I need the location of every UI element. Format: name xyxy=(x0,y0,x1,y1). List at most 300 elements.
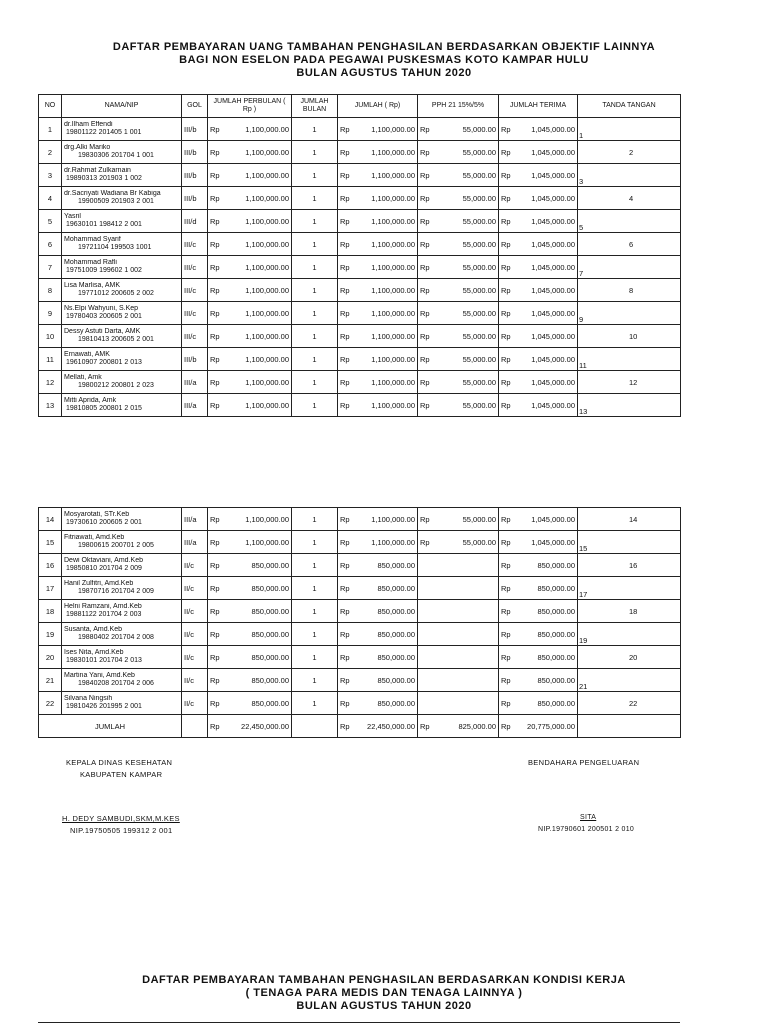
row-gol: III/c xyxy=(182,256,208,279)
row-gol: III/d xyxy=(182,210,208,233)
row-jumlah: 1,100,000.00 xyxy=(371,331,415,341)
row-jumlah: 1,100,000.00 xyxy=(371,147,415,157)
employee-nip: 19810426 201995 2 001 xyxy=(66,703,142,710)
employee-name: dr.Ilham Effendi xyxy=(64,121,113,128)
row-terima: 850,000.00 xyxy=(537,606,575,616)
signature-number: 18 xyxy=(629,607,638,616)
left-signatory-title-2: KABUPATEN KAMPAR xyxy=(80,770,163,779)
header-nama: NAMA/NIP xyxy=(62,95,182,118)
currency: Rp xyxy=(501,514,511,524)
row-jumlah: 1,100,000.00 xyxy=(371,262,415,272)
title-line-1: DAFTAR PEMBAYARAN UANG TAMBAHAN PENGHASILAN BERDASARKAN OBJEKTIF LAINNYA xyxy=(112,41,656,53)
table-row xyxy=(39,348,681,371)
employee-nip: 19850810 201704 2 009 xyxy=(66,565,142,572)
currency: Rp xyxy=(501,400,511,410)
table-row xyxy=(39,371,681,394)
row-gol: III/c xyxy=(182,302,208,325)
currency: Rp xyxy=(420,147,430,157)
header-terima: JUMLAH TERIMA xyxy=(499,95,578,118)
employee-nip: 19900509 201903 2 001 xyxy=(78,198,154,205)
row-pph-empty xyxy=(418,623,499,646)
row-gol: II/c xyxy=(182,577,208,600)
row-pph-empty xyxy=(418,554,499,577)
signature-number: 13 xyxy=(579,407,588,416)
total-pph: 825,000.00 xyxy=(458,721,496,731)
currency: Rp xyxy=(420,331,430,341)
second-document-title xyxy=(0,974,768,1013)
total-jumlah: 22,450,000.00 xyxy=(367,721,415,731)
table-row xyxy=(39,187,681,210)
row-jumlah: 1,100,000.00 xyxy=(371,216,415,226)
row-perbulan: 850,000.00 xyxy=(251,560,289,570)
row-jumlah: 1,100,000.00 xyxy=(371,239,415,249)
employee-nip: 19890313 201903 1 002 xyxy=(66,175,142,182)
currency: Rp xyxy=(210,698,220,708)
table-row xyxy=(39,508,681,531)
row-gol: III/a xyxy=(182,531,208,554)
right-signatory-name: SITA xyxy=(580,814,597,821)
divider-line xyxy=(38,1022,680,1023)
total-terima: 20,775,000.00 xyxy=(527,721,575,731)
employee-name: Ises Nita, Amd.Keb xyxy=(64,649,124,656)
employee-nip: 19840208 201704 2 006 xyxy=(78,680,154,687)
row-terima: 850,000.00 xyxy=(537,583,575,593)
currency: Rp xyxy=(501,675,511,685)
employee-nip: 19801122 201405 1 001 xyxy=(66,129,142,136)
header-no: NO xyxy=(39,95,62,118)
row-pph: 55,000.00 xyxy=(462,537,496,547)
row-no: 2 xyxy=(39,141,62,164)
table-row xyxy=(39,623,681,646)
row-pph: 55,000.00 xyxy=(462,193,496,203)
row-bulan: 1 xyxy=(292,164,338,187)
currency: Rp xyxy=(210,354,220,364)
row-bulan: 1 xyxy=(292,210,338,233)
currency: Rp xyxy=(210,147,220,157)
currency: Rp xyxy=(340,606,350,616)
employee-nip: 19800212 200801 2 023 xyxy=(78,382,154,389)
currency: Rp xyxy=(420,537,430,547)
row-no: 21 xyxy=(39,669,62,692)
currency: Rp xyxy=(420,193,430,203)
currency: Rp xyxy=(420,354,430,364)
employee-name: Mosyarotati, STr.Keb xyxy=(64,511,130,518)
row-perbulan: 1,100,000.00 xyxy=(245,537,289,547)
row-no: 7 xyxy=(39,256,62,279)
row-no: 5 xyxy=(39,210,62,233)
row-jumlah: 1,100,000.00 xyxy=(371,514,415,524)
left-signatory-name: H. DEDY SAMBUDI,SKM,M.KES xyxy=(62,814,180,823)
currency: Rp xyxy=(340,262,350,272)
row-no: 10 xyxy=(39,325,62,348)
currency: Rp xyxy=(501,606,511,616)
employee-nip: 19881122 201704 2 003 xyxy=(66,611,142,618)
row-pph: 55,000.00 xyxy=(462,285,496,295)
row-bulan: 1 xyxy=(292,577,338,600)
currency: Rp xyxy=(501,537,511,547)
currency: Rp xyxy=(501,147,511,157)
row-bulan: 1 xyxy=(292,256,338,279)
table-row xyxy=(39,302,681,325)
currency: Rp xyxy=(340,308,350,318)
currency: Rp xyxy=(340,629,350,639)
employee-nip: 19780403 200605 2 001 xyxy=(66,313,142,320)
row-pph: 55,000.00 xyxy=(462,124,496,134)
employee-name: Dewi Oktaviani, Amd.Keb xyxy=(64,557,143,564)
row-pph-empty xyxy=(418,692,499,715)
row-terima: 850,000.00 xyxy=(537,698,575,708)
row-bulan: 1 xyxy=(292,187,338,210)
currency: Rp xyxy=(210,262,220,272)
currency: Rp xyxy=(501,239,511,249)
row-perbulan: 1,100,000.00 xyxy=(245,147,289,157)
title-line-2: BAGI NON ESELON PADA PEGAWAI PUSKESMAS KOTO KAMPAR HULU xyxy=(179,54,589,66)
row-jumlah: 850,000.00 xyxy=(377,698,415,708)
row-jumlah: 850,000.00 xyxy=(377,560,415,570)
row-bulan: 1 xyxy=(292,279,338,302)
row-terima: 1,045,000.00 xyxy=(531,308,575,318)
row-jumlah: 850,000.00 xyxy=(377,629,415,639)
row-bulan: 1 xyxy=(292,554,338,577)
row-pph: 55,000.00 xyxy=(462,262,496,272)
currency: Rp xyxy=(501,285,511,295)
currency: Rp xyxy=(340,652,350,662)
currency: Rp xyxy=(210,721,220,731)
row-no: 12 xyxy=(39,371,62,394)
employee-name: Mellati, Amk xyxy=(64,374,102,381)
employee-nip: 19751009 199602 1 002 xyxy=(66,267,142,274)
row-perbulan: 1,100,000.00 xyxy=(245,216,289,226)
row-no: 8 xyxy=(39,279,62,302)
currency: Rp xyxy=(340,721,350,731)
row-no: 11 xyxy=(39,348,62,371)
document-title xyxy=(0,41,768,80)
row-pph: 55,000.00 xyxy=(462,377,496,387)
header-bulan: JUMLAH BULAN xyxy=(292,95,338,118)
signature-number: 4 xyxy=(629,194,634,203)
row-perbulan: 1,100,000.00 xyxy=(245,193,289,203)
currency: Rp xyxy=(210,239,220,249)
currency: Rp xyxy=(340,239,350,249)
row-perbulan: 850,000.00 xyxy=(251,675,289,685)
currency: Rp xyxy=(420,216,430,226)
header-ttd: TANDA TANGAN xyxy=(578,95,681,118)
signature-number: 7 xyxy=(579,269,584,278)
employee-nip: 19610907 200801 2 013 xyxy=(66,359,142,366)
row-terima: 1,045,000.00 xyxy=(531,354,575,364)
currency: Rp xyxy=(501,629,511,639)
header-gol: GOL xyxy=(182,95,208,118)
table-row xyxy=(39,554,681,577)
employee-name: Silvana Ningsih xyxy=(64,695,113,702)
row-terima: 850,000.00 xyxy=(537,675,575,685)
employee-name: Susanta, Amd.Keb xyxy=(64,626,122,633)
row-no: 15 xyxy=(39,531,62,554)
row-bulan: 1 xyxy=(292,118,338,141)
row-gol: II/c xyxy=(182,600,208,623)
employee-nip: 19810413 200605 2 001 xyxy=(78,336,154,343)
row-no: 4 xyxy=(39,187,62,210)
row-perbulan: 1,100,000.00 xyxy=(245,400,289,410)
employee-name: Mohammad Rafli xyxy=(64,259,117,266)
row-gol: III/b xyxy=(182,164,208,187)
row-perbulan: 1,100,000.00 xyxy=(245,239,289,249)
row-terima: 1,045,000.00 xyxy=(531,331,575,341)
row-gol: III/c xyxy=(182,279,208,302)
row-jumlah: 1,100,000.00 xyxy=(371,537,415,547)
row-gol: III/c xyxy=(182,325,208,348)
title-line-3: BULAN AGUSTUS TAHUN 2020 xyxy=(296,67,472,79)
row-bulan: 1 xyxy=(292,531,338,554)
row-terima: 1,045,000.00 xyxy=(531,170,575,180)
row-jumlah: 1,100,000.00 xyxy=(371,400,415,410)
currency: Rp xyxy=(501,193,511,203)
employee-name: Hanil Zulfitri, Amd.Keb xyxy=(64,580,134,587)
right-signatory-nip: NIP.19790601 200501 2 010 xyxy=(538,826,635,833)
row-pph: 55,000.00 xyxy=(462,331,496,341)
row-pph-empty xyxy=(418,669,499,692)
table-row xyxy=(39,233,681,256)
currency: Rp xyxy=(210,537,220,547)
row-perbulan: 850,000.00 xyxy=(251,583,289,593)
currency: Rp xyxy=(210,193,220,203)
signature-number: 3 xyxy=(579,177,584,186)
currency: Rp xyxy=(501,170,511,180)
row-pph-empty xyxy=(418,577,499,600)
currency: Rp xyxy=(501,262,511,272)
employee-name: dr.Sacriyati Wadiana Br Kabiga xyxy=(64,190,161,197)
currency: Rp xyxy=(501,354,511,364)
row-perbulan: 1,100,000.00 xyxy=(245,170,289,180)
currency: Rp xyxy=(340,560,350,570)
signature-number: 12 xyxy=(629,378,638,387)
employee-name: Ernawati, AMK xyxy=(64,351,110,358)
signature-number: 2 xyxy=(629,148,634,157)
row-pph: 55,000.00 xyxy=(462,400,496,410)
row-terima: 1,045,000.00 xyxy=(531,514,575,524)
currency: Rp xyxy=(501,308,511,318)
currency: Rp xyxy=(210,377,220,387)
table-row xyxy=(39,210,681,233)
employee-name: Yasril xyxy=(64,213,81,220)
currency: Rp xyxy=(420,514,430,524)
row-bulan: 1 xyxy=(292,233,338,256)
table-row xyxy=(39,600,681,623)
row-jumlah: 850,000.00 xyxy=(377,675,415,685)
employee-name: dr.Rahmat Zulkarnain xyxy=(64,167,131,174)
currency: Rp xyxy=(501,377,511,387)
row-perbulan: 850,000.00 xyxy=(251,606,289,616)
currency: Rp xyxy=(210,606,220,616)
signature-number: 11 xyxy=(579,361,587,370)
row-terima: 1,045,000.00 xyxy=(531,124,575,134)
row-jumlah: 1,100,000.00 xyxy=(371,377,415,387)
row-gol: III/a xyxy=(182,371,208,394)
row-pph: 55,000.00 xyxy=(462,216,496,226)
table-row xyxy=(39,164,681,187)
row-no: 16 xyxy=(39,554,62,577)
row-gol: III/a xyxy=(182,394,208,417)
currency: Rp xyxy=(340,124,350,134)
row-gol: II/c xyxy=(182,692,208,715)
row-bulan: 1 xyxy=(292,302,338,325)
row-perbulan: 1,100,000.00 xyxy=(245,354,289,364)
currency: Rp xyxy=(501,124,511,134)
row-gol: III/b xyxy=(182,348,208,371)
row-perbulan: 1,100,000.00 xyxy=(245,285,289,295)
currency: Rp xyxy=(501,331,511,341)
signature-number: 8 xyxy=(629,286,634,295)
currency: Rp xyxy=(340,537,350,547)
employee-nip: 19730610 200605 2 001 xyxy=(66,519,142,526)
row-gol: II/c xyxy=(182,554,208,577)
currency: Rp xyxy=(420,239,430,249)
employee-name: Helni Ramzani, Amd.Keb xyxy=(64,603,142,610)
row-gol: III/c xyxy=(182,233,208,256)
row-perbulan: 1,100,000.00 xyxy=(245,514,289,524)
row-jumlah: 1,100,000.00 xyxy=(371,285,415,295)
row-bulan: 1 xyxy=(292,348,338,371)
currency: Rp xyxy=(501,560,511,570)
table-row xyxy=(39,325,681,348)
currency: Rp xyxy=(501,721,511,731)
table-row xyxy=(39,577,681,600)
currency: Rp xyxy=(340,583,350,593)
row-terima: 1,045,000.00 xyxy=(531,285,575,295)
signature-number: 21 xyxy=(579,682,588,691)
signature-number: 17 xyxy=(579,590,588,599)
row-terima: 850,000.00 xyxy=(537,560,575,570)
row-jumlah: 1,100,000.00 xyxy=(371,170,415,180)
row-perbulan: 1,100,000.00 xyxy=(245,377,289,387)
employee-name: Lisa Marlisa, AMK xyxy=(64,282,121,289)
currency: Rp xyxy=(420,124,430,134)
currency: Rp xyxy=(420,377,430,387)
employee-name: Dessy Astuti Darta, AMK xyxy=(64,328,141,335)
currency: Rp xyxy=(420,170,430,180)
total-label: JUMLAH xyxy=(39,715,182,738)
row-perbulan: 1,100,000.00 xyxy=(245,124,289,134)
row-terima: 850,000.00 xyxy=(537,652,575,662)
row-bulan: 1 xyxy=(292,508,338,531)
row-bulan: 1 xyxy=(292,141,338,164)
employee-name: Fitriawati, Amd.Keb xyxy=(64,534,125,541)
currency: Rp xyxy=(501,698,511,708)
title2-line-2: ( TENAGA PARA MEDIS DAN TENAGA LAINNYA ) xyxy=(245,987,523,999)
currency: Rp xyxy=(340,193,350,203)
row-no: 3 xyxy=(39,164,62,187)
currency: Rp xyxy=(210,560,220,570)
row-terima: 850,000.00 xyxy=(537,629,575,639)
currency: Rp xyxy=(340,170,350,180)
row-no: 9 xyxy=(39,302,62,325)
currency: Rp xyxy=(501,652,511,662)
left-signatory-nip: NIP.19750505 199312 2 001 xyxy=(70,826,173,835)
currency: Rp xyxy=(210,629,220,639)
employee-nip: 19870716 201704 2 009 xyxy=(78,588,154,595)
row-gol: II/c xyxy=(182,669,208,692)
table-row xyxy=(39,256,681,279)
table-body-1 xyxy=(39,118,681,417)
row-pph: 55,000.00 xyxy=(462,170,496,180)
employee-nip: 19810805 200801 2 015 xyxy=(66,405,142,412)
row-bulan: 1 xyxy=(292,600,338,623)
currency: Rp xyxy=(420,308,430,318)
signature-number: 10 xyxy=(629,332,638,341)
signature-number: 20 xyxy=(629,653,638,662)
currency: Rp xyxy=(340,675,350,685)
row-no: 18 xyxy=(39,600,62,623)
row-gol: III/b xyxy=(182,187,208,210)
table-row xyxy=(39,531,681,554)
row-gol: III/b xyxy=(182,118,208,141)
table-row xyxy=(39,118,681,141)
table-row xyxy=(39,669,681,692)
currency: Rp xyxy=(210,170,220,180)
row-perbulan: 1,100,000.00 xyxy=(245,308,289,318)
signature-number: 5 xyxy=(579,223,584,232)
employee-nip: 19721104 199503 1001 xyxy=(78,244,152,251)
row-jumlah: 1,100,000.00 xyxy=(371,193,415,203)
currency: Rp xyxy=(501,583,511,593)
row-no: 6 xyxy=(39,233,62,256)
header-perbulan: JUMLAH PERBULAN ( Rp ) xyxy=(208,95,292,118)
row-perbulan: 850,000.00 xyxy=(251,629,289,639)
employee-nip: 19630101 198412 2 001 xyxy=(66,221,142,228)
currency: Rp xyxy=(340,331,350,341)
row-terima: 1,045,000.00 xyxy=(531,147,575,157)
currency: Rp xyxy=(420,721,430,731)
row-bulan: 1 xyxy=(292,692,338,715)
currency: Rp xyxy=(210,331,220,341)
signature-number: 14 xyxy=(629,515,638,524)
currency: Rp xyxy=(210,308,220,318)
left-signatory-title-1: KEPALA DINAS KESEHATAN xyxy=(66,758,173,767)
table-row xyxy=(39,394,681,417)
employee-name: Mitti Aprida, Amk xyxy=(64,397,117,404)
currency: Rp xyxy=(340,377,350,387)
row-no: 13 xyxy=(39,394,62,417)
row-terima: 1,045,000.00 xyxy=(531,377,575,387)
currency: Rp xyxy=(340,147,350,157)
row-pph-empty xyxy=(418,600,499,623)
signature-number: 19 xyxy=(579,636,588,645)
row-no: 19 xyxy=(39,623,62,646)
right-signatory-title: BENDAHARA PENGELUARAN xyxy=(528,758,640,767)
row-no: 14 xyxy=(39,508,62,531)
currency: Rp xyxy=(210,400,220,410)
row-bulan: 1 xyxy=(292,394,338,417)
payment-table-2 xyxy=(38,507,681,738)
employee-nip: 19800615 200701 2 005 xyxy=(78,542,154,549)
currency: Rp xyxy=(210,216,220,226)
row-terima: 1,045,000.00 xyxy=(531,193,575,203)
table-row xyxy=(39,279,681,302)
currency: Rp xyxy=(210,583,220,593)
row-pph: 55,000.00 xyxy=(462,354,496,364)
row-terima: 1,045,000.00 xyxy=(531,400,575,410)
currency: Rp xyxy=(340,400,350,410)
row-jumlah: 1,100,000.00 xyxy=(371,308,415,318)
row-bulan: 1 xyxy=(292,325,338,348)
row-bulan: 1 xyxy=(292,371,338,394)
row-perbulan: 850,000.00 xyxy=(251,698,289,708)
currency: Rp xyxy=(501,216,511,226)
row-no: 17 xyxy=(39,577,62,600)
total-row xyxy=(39,715,681,738)
currency: Rp xyxy=(340,698,350,708)
row-gol: II/c xyxy=(182,623,208,646)
